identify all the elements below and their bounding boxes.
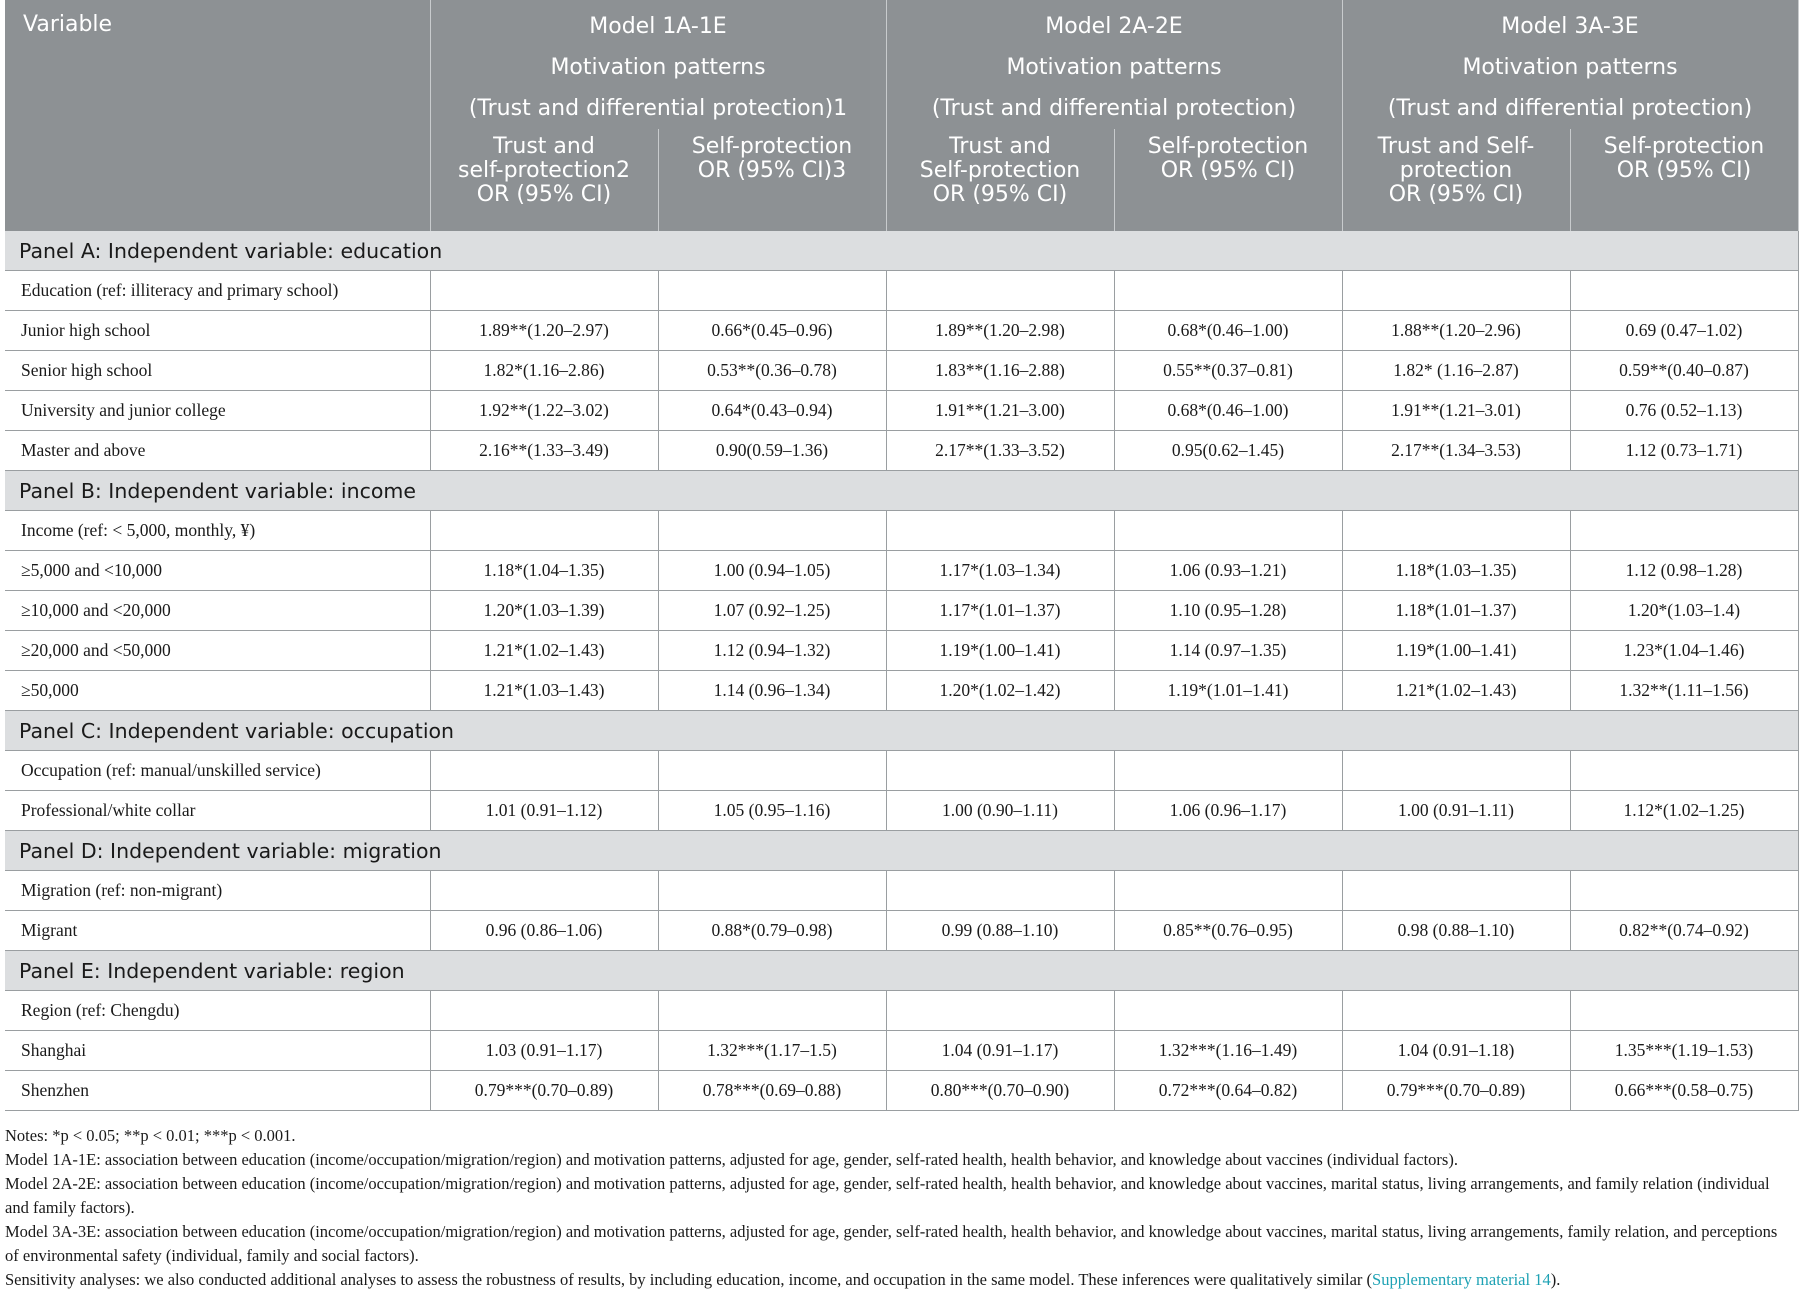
table-row — [5, 271, 1798, 311]
row-label: Professional/white collar — [5, 791, 430, 831]
table-cell: 1.20*(1.03–1.39) — [430, 591, 658, 631]
table-cell: 1.35***(1.19–1.53) — [1570, 1031, 1798, 1071]
table-cell — [1114, 991, 1342, 1031]
header-line: Self-protection — [1147, 134, 1309, 159]
table-row — [5, 631, 1798, 671]
panel-header-row — [5, 711, 1798, 751]
panel-title: Panel C: Independent variable: occupation — [5, 711, 1798, 751]
table-cell: 1.89**(1.20–2.98) — [886, 311, 1114, 351]
panel-header-row — [5, 951, 1798, 991]
row-label: ≥5,000 and <10,000 — [5, 551, 430, 591]
table-cell: 0.59**(0.40–0.87) — [1570, 351, 1798, 391]
note-text: ). — [1550, 1270, 1561, 1289]
table-cell: 0.69 (0.47–1.02) — [1570, 311, 1798, 351]
table-row — [5, 511, 1798, 551]
table-cell: 1.05 (0.95–1.16) — [658, 791, 886, 831]
model-1-header — [430, 0, 886, 129]
table-row — [5, 791, 1798, 831]
table-cell: 0.64*(0.43–0.94) — [658, 391, 886, 431]
table-cell: 1.92**(1.22–3.02) — [430, 391, 658, 431]
header-line: OR (95% CI) — [932, 182, 1068, 207]
table-cell: 1.82*(1.16–2.86) — [430, 351, 658, 391]
header-line: OR (95% CI) — [1388, 182, 1524, 207]
table-cell — [658, 991, 886, 1031]
model-description: (Trust and differential protection) — [1387, 96, 1753, 121]
table-cell: 1.21*(1.02–1.43) — [430, 631, 658, 671]
table-cell: 1.06 (0.96–1.17) — [1114, 791, 1342, 831]
table-cell: 2.17**(1.33–3.52) — [886, 431, 1114, 471]
model-subtitle: Motivation patterns — [550, 55, 766, 80]
table-cell: 1.82* (1.16–2.87) — [1342, 351, 1570, 391]
model-2-header — [886, 0, 1342, 129]
row-label: ≥10,000 and <20,000 — [5, 591, 430, 631]
model-title: Model 2A-2E — [1045, 14, 1183, 39]
table-cell: 1.12 (0.73–1.71) — [1570, 431, 1798, 471]
row-label: Region (ref: Chengdu) — [5, 991, 430, 1031]
table-header — [5, 0, 1798, 231]
table-cell: 0.99 (0.88–1.10) — [886, 911, 1114, 951]
model-3-header — [1342, 0, 1798, 129]
table-cell: 1.18*(1.04–1.35) — [430, 551, 658, 591]
table-cell: 1.12 (0.94–1.32) — [658, 631, 886, 671]
panel-header-row — [5, 471, 1798, 511]
table-cell: 0.78***(0.69–0.88) — [658, 1071, 886, 1111]
model-description: (Trust and differential protection)1 — [468, 96, 848, 121]
table-cell — [1570, 871, 1798, 911]
table-cell — [658, 871, 886, 911]
table-row — [5, 551, 1798, 591]
table-cell: 0.68*(0.46–1.00) — [1114, 391, 1342, 431]
table-cell: 1.12*(1.02–1.25) — [1570, 791, 1798, 831]
table-cell — [886, 511, 1114, 551]
table-cell — [430, 511, 658, 551]
header-line: Trust and Self- — [1377, 134, 1535, 159]
table-cell — [1342, 271, 1570, 311]
column-header-self-protection — [1570, 129, 1798, 231]
header-line: OR (95% CI)3 — [697, 158, 847, 183]
table-cell: 1.04 (0.91–1.18) — [1342, 1031, 1570, 1071]
note-model-3: Model 3A-3E: association between education (income/occupation/migration/region) and motivation patterns, adjusted for age, gender, self-rated health, health behavior, and knowledge about vaccines, marital status, living arrangements, family relation, and perceptions of environmental safety (individual, family and social factors). — [5, 1222, 1778, 1265]
table-row — [5, 871, 1798, 911]
model-title: Model 1A-1E — [589, 14, 727, 39]
table-cell: 1.14 (0.97–1.35) — [1114, 631, 1342, 671]
row-label: Migrant — [5, 911, 430, 951]
table-row — [5, 431, 1798, 471]
table-cell: 0.80***(0.70–0.90) — [886, 1071, 1114, 1111]
table-cell — [1342, 871, 1570, 911]
table-cell: 1.18*(1.03–1.35) — [1342, 551, 1570, 591]
model-subtitle: Motivation patterns — [1462, 55, 1678, 80]
model-subtitle: Motivation patterns — [1006, 55, 1222, 80]
table-cell: 2.17**(1.34–3.53) — [1342, 431, 1570, 471]
table-cell: 1.32**(1.11–1.56) — [1570, 671, 1798, 711]
table-row — [5, 671, 1798, 711]
table-cell: 1.10 (0.95–1.28) — [1114, 591, 1342, 631]
table-cell: 1.17*(1.03–1.34) — [886, 551, 1114, 591]
table-cell — [430, 991, 658, 1031]
note-model-2: Model 2A-2E: association between education (income/occupation/migration/region) and motivation patterns, adjusted for age, gender, self-rated health, health behavior, and knowledge about vaccines, marital status, living arrangements, and family relation (individual and family factors). — [5, 1174, 1770, 1217]
table-cell: 0.68*(0.46–1.00) — [1114, 311, 1342, 351]
table-cell: 1.01 (0.91–1.12) — [430, 791, 658, 831]
row-label: University and junior college — [5, 391, 430, 431]
table-cell: 0.76 (0.52–1.13) — [1570, 391, 1798, 431]
table-cell — [1114, 511, 1342, 551]
table-cell: 1.32***(1.17–1.5) — [658, 1031, 886, 1071]
table-cell: 1.88**(1.20–2.96) — [1342, 311, 1570, 351]
header-line: Self-protection — [919, 158, 1081, 183]
table-body — [5, 231, 1798, 1111]
table-cell: 1.21*(1.02–1.43) — [1342, 671, 1570, 711]
variable-header: Variable — [5, 0, 430, 231]
table-cell: 1.00 (0.91–1.11) — [1342, 791, 1570, 831]
table-cell: 1.19*(1.00–1.41) — [1342, 631, 1570, 671]
panel-title: Panel E: Independent variable: region — [5, 951, 1798, 991]
panel-title: Panel B: Independent variable: income — [5, 471, 1798, 511]
table-cell: 0.85**(0.76–0.95) — [1114, 911, 1342, 951]
table-cell: 1.07 (0.92–1.25) — [658, 591, 886, 631]
table-cell: 1.04 (0.91–1.17) — [886, 1031, 1114, 1071]
table-cell — [1114, 271, 1342, 311]
table-cell: 2.16**(1.33–3.49) — [430, 431, 658, 471]
header-line: Trust and — [493, 134, 595, 159]
header-line: Self-protection — [691, 134, 853, 159]
table-cell: 0.90(0.59–1.36) — [658, 431, 886, 471]
table-cell: 0.79***(0.70–0.89) — [1342, 1071, 1570, 1111]
table-cell: 1.03 (0.91–1.17) — [430, 1031, 658, 1071]
panel-header-row — [5, 231, 1798, 271]
table-cell — [886, 871, 1114, 911]
table-cell: 0.72***(0.64–0.82) — [1114, 1071, 1342, 1111]
supplementary-link[interactable]: Supplementary material 14 — [1372, 1270, 1551, 1289]
panel-header-row — [5, 831, 1798, 871]
column-header-trust — [1342, 129, 1570, 231]
row-label: Shenzhen — [5, 1071, 430, 1111]
table-cell: 1.23*(1.04–1.46) — [1570, 631, 1798, 671]
results-table — [5, 0, 1799, 1111]
table-row — [5, 311, 1798, 351]
table-row — [5, 1071, 1798, 1111]
table-cell: 0.55**(0.37–0.81) — [1114, 351, 1342, 391]
table-cell: 1.21*(1.03–1.43) — [430, 671, 658, 711]
table-cell: 1.32***(1.16–1.49) — [1114, 1031, 1342, 1071]
table-cell — [430, 271, 658, 311]
table-cell: 0.66*(0.45–0.96) — [658, 311, 886, 351]
table-cell: 0.66***(0.58–0.75) — [1570, 1071, 1798, 1111]
table-cell: 1.12 (0.98–1.28) — [1570, 551, 1798, 591]
table-cell: 0.82**(0.74–0.92) — [1570, 911, 1798, 951]
table-row — [5, 391, 1798, 431]
table-cell — [1114, 871, 1342, 911]
table-cell: 1.20*(1.03–1.4) — [1570, 591, 1798, 631]
table-cell: 1.17*(1.01–1.37) — [886, 591, 1114, 631]
table-cell: 1.91**(1.21–3.00) — [886, 391, 1114, 431]
table-cell: 1.19*(1.01–1.41) — [1114, 671, 1342, 711]
note-model-1: Model 1A-1E: association between education (income/occupation/migration/region) and motivation patterns, adjusted for age, gender, self-rated health, health behavior, and knowledge about vaccines (individual factors). — [5, 1150, 1458, 1169]
panel-title: Panel A: Independent variable: education — [5, 231, 1798, 271]
header-line: OR (95% CI) — [476, 182, 612, 207]
row-label: Migration (ref: non-migrant) — [5, 871, 430, 911]
table-cell: 1.19*(1.00–1.41) — [886, 631, 1114, 671]
table-cell: 1.83**(1.16–2.88) — [886, 351, 1114, 391]
table-cell: 1.18*(1.01–1.37) — [1342, 591, 1570, 631]
header-line: Trust and — [949, 134, 1051, 159]
table-cell — [1570, 511, 1798, 551]
row-label: Education (ref: illiteracy and primary school) — [5, 271, 430, 311]
table-cell — [658, 271, 886, 311]
table-cell — [1342, 751, 1570, 791]
row-label: Master and above — [5, 431, 430, 471]
header-line: self-protection2 — [458, 158, 630, 183]
column-header-trust — [430, 129, 658, 231]
column-header-self-protection — [1114, 129, 1342, 231]
table-cell — [886, 751, 1114, 791]
row-label: Junior high school — [5, 311, 430, 351]
table-notes — [5, 1124, 1795, 1292]
table-row — [5, 351, 1798, 391]
table-cell: 0.96 (0.86–1.06) — [430, 911, 658, 951]
panel-title: Panel D: Independent variable: migration — [5, 831, 1798, 871]
model-title: Model 3A-3E — [1501, 14, 1639, 39]
table-cell — [1342, 511, 1570, 551]
table-cell — [1342, 991, 1570, 1031]
row-label: Occupation (ref: manual/unskilled service) — [5, 751, 430, 791]
table-row — [5, 1031, 1798, 1071]
table-cell: 1.00 (0.94–1.05) — [658, 551, 886, 591]
row-label: Senior high school — [5, 351, 430, 391]
row-label: ≥20,000 and <50,000 — [5, 631, 430, 671]
model-description: (Trust and differential protection) — [931, 96, 1297, 121]
table-cell — [1114, 751, 1342, 791]
table-row — [5, 591, 1798, 631]
table-cell: 1.91**(1.21–3.01) — [1342, 391, 1570, 431]
row-label: Shanghai — [5, 1031, 430, 1071]
table-cell — [886, 991, 1114, 1031]
note-significance: Notes: *p < 0.05; **p < 0.01; ***p < 0.001. — [5, 1126, 296, 1145]
column-header-trust — [886, 129, 1114, 231]
table-cell: 0.79***(0.70–0.89) — [430, 1071, 658, 1111]
header-line: OR (95% CI) — [1616, 158, 1752, 183]
table-cell: 1.14 (0.96–1.34) — [658, 671, 886, 711]
table-cell: 1.89**(1.20–2.97) — [430, 311, 658, 351]
column-header-self-protection — [658, 129, 886, 231]
row-label: Income (ref: < 5,000, monthly, ¥) — [5, 511, 430, 551]
table-cell — [1570, 751, 1798, 791]
note-text: Sensitivity analyses: we also conducted additional analyses to assess the robustness of results, by including education, income, and occupation in the same model. These inferences were qualitatively similar ( — [5, 1270, 1373, 1289]
table-cell: 0.53**(0.36–0.78) — [658, 351, 886, 391]
header-line: OR (95% CI) — [1160, 158, 1296, 183]
header-line: protection — [1399, 158, 1513, 183]
table-row — [5, 991, 1798, 1031]
table-cell — [430, 751, 658, 791]
table-cell — [1570, 271, 1798, 311]
table-cell — [658, 511, 886, 551]
table-cell — [658, 751, 886, 791]
table-cell — [886, 271, 1114, 311]
table-cell: 1.20*(1.02–1.42) — [886, 671, 1114, 711]
table-cell: 1.00 (0.90–1.11) — [886, 791, 1114, 831]
table-cell: 0.98 (0.88–1.10) — [1342, 911, 1570, 951]
table-cell — [1570, 991, 1798, 1031]
table-cell: 0.88*(0.79–0.98) — [658, 911, 886, 951]
table-row — [5, 751, 1798, 791]
table-row — [5, 911, 1798, 951]
header-line: Self-protection — [1603, 134, 1765, 159]
results-table-container — [5, 0, 1796, 1111]
table-cell: 1.06 (0.93–1.21) — [1114, 551, 1342, 591]
row-label: ≥50,000 — [5, 671, 430, 711]
table-cell — [430, 871, 658, 911]
table-cell: 0.95(0.62–1.45) — [1114, 431, 1342, 471]
note-sensitivity — [5, 1268, 1795, 1292]
